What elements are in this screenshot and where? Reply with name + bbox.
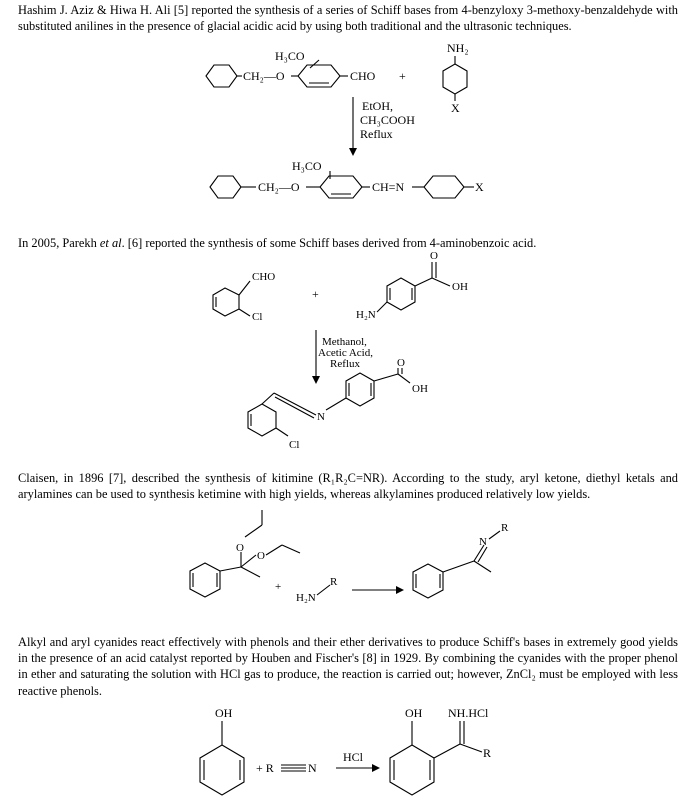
condition-reflux: Reflux: [360, 127, 393, 141]
cho-label: CHO: [350, 69, 376, 83]
benzene-ring: [190, 563, 220, 597]
product-ch2-o-label: CH₂—O: [258, 180, 300, 194]
ether-o-label-1: O: [236, 542, 244, 554]
condition-ethanol: EtOH,: [362, 99, 393, 113]
condition-methanol: Methanol,: [322, 336, 367, 348]
paragraph-claisen: Claisen, in 1896 [7], described the synthesis of kitimine (R₁R₂C=NR). According to the study, aryl ketone, diethyl ketals and arylamines can be used to synthesis ketimine with high yields, whereas alkylamines produced relatively low yields.: [18, 471, 678, 502]
reaction-arrow: [312, 376, 320, 384]
product-oh-label: OH: [405, 706, 423, 720]
benzene-ring: [320, 176, 362, 198]
benzene-ring: [298, 65, 340, 87]
paragraph-text: In 2005, Parekh: [18, 236, 100, 250]
imine-n-label: N: [317, 411, 325, 423]
plus-r-label: + R: [256, 761, 274, 775]
h3co-label: H₃CO: [275, 49, 305, 63]
benzene-ring: [213, 288, 239, 316]
product-x-label: X: [475, 180, 484, 194]
product-oh-label: OH: [412, 383, 428, 395]
et-al-italic: et al: [99, 236, 122, 250]
benzene-ring: [346, 373, 374, 406]
product-h3co-label: H₃CO: [292, 159, 322, 173]
scheme-ketimine: [0, 505, 697, 630]
paragraph-houben-fischer: Alkyl and aryl cyanides react effectively with phenols and their ether derivatives to produce Schiff's bases in extremely good yields in the presence of an acid catalyst reported by Houben and Fischer's [8] in 1929. By combining the cyanides with the proper phenol in ether and saturating the solution with HCl gas to produce, the reaction is carried out; however, ZnCl₂ must be employed with less reactive phenols.: [18, 635, 678, 698]
plus-sign: +: [275, 581, 282, 593]
imine-label: CH=N: [372, 180, 405, 194]
product-cl-label: Cl: [289, 439, 300, 451]
condition-acetic-acid: CH₃COOH: [360, 113, 415, 127]
benzene-ring: [390, 745, 434, 795]
scheme-benzyloxy-schiff-base: [0, 40, 697, 215]
h2n-label: H₂N: [356, 309, 376, 321]
hcl-condition: HCl: [343, 750, 364, 764]
benzene-ring: [248, 404, 276, 436]
condition-acetic-acid: Acetic Acid,: [318, 347, 373, 359]
plus-sign: +: [312, 287, 319, 301]
benzene-ring: [210, 176, 241, 198]
oh-label: OH: [215, 706, 233, 720]
product-r-label: R: [483, 746, 492, 760]
nh2-label: NH₂: [447, 41, 469, 55]
r-label: R: [330, 576, 338, 588]
condition-reflux: Reflux: [330, 358, 360, 370]
paragraph-aziz-ali: Hashim J. Aziz & Hiwa H. Ali [5] reported the synthesis of a series of Schiff bases from 4-benzyloxy 3-methoxy-benzaldehyde with substituted anilines in the presence of glacial acidic acid by using both traditional and the ultrasonic techniques.: [18, 3, 678, 34]
reaction-arrow: [372, 764, 380, 772]
ether-o-label-2: O: [257, 550, 265, 562]
cl-label: Cl: [252, 311, 263, 323]
ch2-o-label: CH₂—O: [243, 69, 285, 83]
scheme-houben-hoesch: [0, 700, 697, 804]
h2n-label: H₂N: [296, 592, 316, 604]
oh-label: OH: [452, 281, 468, 293]
product-r-label: R: [501, 522, 509, 534]
imine-n-label: N: [479, 536, 487, 548]
benzene-ring: [206, 65, 237, 87]
benzene-ring: [413, 564, 443, 598]
paragraph-text: . [6] reported the synthesis of some Schiff bases derived from 4-aminobenzoic acid.: [121, 236, 537, 250]
product-carbonyl-o-label: O: [397, 357, 405, 369]
nitrile-n-label: N: [308, 761, 317, 775]
plus-sign: +: [399, 69, 406, 83]
carbonyl-o-label: O: [430, 250, 438, 262]
nh-hcl-label: NH.HCl: [448, 706, 489, 720]
benzene-ring: [424, 176, 464, 198]
benzene-ring: [387, 278, 415, 310]
x-substituent-label: X: [451, 101, 460, 115]
paragraph-parekh: [18, 235, 678, 251]
reaction-arrow: [349, 148, 357, 156]
scheme-aminobenzoic-schiff-base: [0, 250, 697, 460]
cho-label: CHO: [252, 271, 276, 283]
benzene-ring: [443, 64, 467, 94]
reaction-arrow: [396, 586, 404, 594]
benzene-ring: [200, 745, 244, 795]
